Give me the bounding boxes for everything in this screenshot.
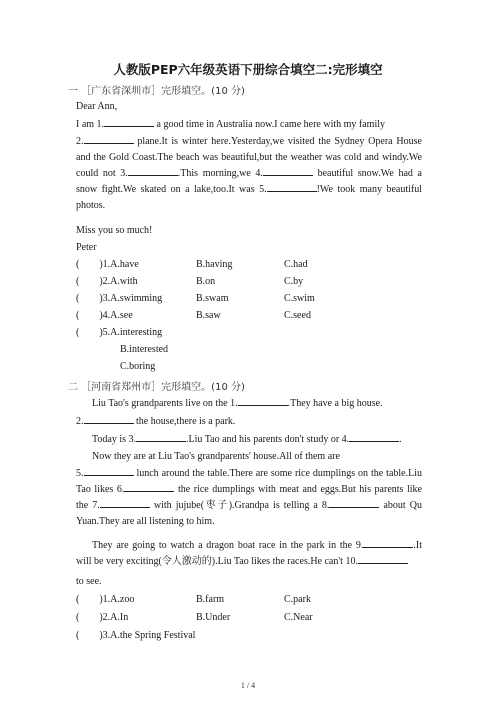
question-4-option-a[interactable]: ( )4.A.see	[76, 310, 133, 321]
question-4-option-c[interactable]: C.seed	[284, 310, 311, 321]
blank-s2-9	[363, 538, 413, 548]
passage-line-4: Now they are at Liu Tao's grandparents' house.All of them are	[92, 451, 340, 462]
blank-1	[104, 117, 154, 127]
section-2-heading: 二 ［河南省郑州市］完形填空。(10 分)	[68, 382, 245, 393]
page-number: 1 / 4	[240, 681, 256, 690]
blank-s2-1	[238, 396, 288, 406]
s2-question-1-option-b[interactable]: B.farm	[196, 594, 225, 605]
blank-s2-10	[358, 554, 408, 564]
s2-question-1-option-c[interactable]: C.park	[284, 594, 311, 605]
section-1-heading: 一 ［广东省深圳市］完形填空。(10 分)	[68, 86, 245, 97]
blank-s2-7	[100, 498, 150, 508]
question-2-option-a[interactable]: ( )2.A.with	[76, 276, 138, 287]
blank-3	[128, 166, 178, 176]
letter-line-1: I am 1. a good time in Australia now.I came here with my family	[76, 119, 386, 130]
question-3-option-c[interactable]: C.swim	[284, 293, 315, 304]
blank-s2-8	[329, 498, 379, 508]
s2-question-2-option-c[interactable]: C.Near	[284, 612, 313, 623]
blank-s2-4	[349, 432, 399, 442]
question-5-option-b[interactable]: B.interested	[120, 344, 169, 355]
blank-5	[267, 182, 317, 192]
question-1-option-b[interactable]: B.having	[196, 259, 233, 270]
blank-2	[84, 134, 134, 144]
passage-line-3: Today is 3. .Liu Tao and his parents don't study or 4. .	[92, 434, 402, 445]
passage-line-7: to see.	[76, 576, 102, 587]
blank-4	[263, 166, 313, 176]
blank-s2-3	[136, 432, 186, 442]
passage-line-1: Liu Tao's grandparents live on the 1. .They have a big house.	[92, 398, 383, 409]
s2-question-2-option-b[interactable]: B.Under	[196, 612, 231, 623]
blank-s2-5	[84, 466, 134, 476]
letter-paragraph: 2. plane.It is winter here.Yesterday,we visited the Sydney Opera House and the Gold Coast.The beach was beautiful,but the weather was cold and windy.We could not 3. .This morning,we 4. beautiful snow.We had a snow fight.We skated on a lake,too.It was 5. !We took many beautiful photos.	[76, 136, 423, 211]
letter-closing: Miss you so much!	[76, 225, 153, 236]
s2-question-3-option-a[interactable]: ( )3.A.the Spring Festival	[76, 630, 196, 641]
letter-greeting: Dear Ann,	[76, 101, 118, 112]
question-4-option-b[interactable]: B.saw	[196, 310, 221, 321]
question-3-option-b[interactable]: B.swam	[196, 293, 229, 304]
question-5-option-c[interactable]: C.boring	[120, 361, 156, 372]
blank-s2-2	[84, 414, 134, 424]
question-1-option-c[interactable]: C.had	[284, 259, 308, 270]
question-3-option-a[interactable]: ( )3.A.swimming	[76, 293, 163, 304]
passage-paragraph-2: They are going to watch a dragon boat race in the park in the 9. .It will be very exciting(令人激动的).Liu Tao likes the races.He can't 10.	[76, 540, 422, 567]
page-title: 人教版PEP六年级英语下册综合填空二:完形填空	[113, 62, 383, 77]
letter-signature: Peter	[76, 242, 97, 253]
question-2-option-c[interactable]: C.by	[284, 276, 304, 287]
passage-line-2: 2. the house,there is a park.	[76, 416, 236, 427]
question-1-option-a[interactable]: ( )1.A.have	[76, 259, 139, 270]
passage-paragraph-1: 5. lunch around the table.There are some rice dumplings on the table.Liu Tao likes 6. the rice dumplings with meat and eggs.But his parents like the 7. with jujube(枣子).Grandpa is telling a 8. about Qu Yuan.They are all listening to him.	[76, 468, 422, 527]
s2-question-2-option-a[interactable]: ( )2.A.In	[76, 612, 129, 623]
question-2-option-b[interactable]: B.on	[196, 276, 216, 287]
question-5-option-a[interactable]: ( )5.A.interesting	[76, 327, 163, 338]
blank-s2-6	[124, 482, 174, 492]
s2-question-1-option-a[interactable]: ( )1.A.zoo	[76, 594, 135, 605]
